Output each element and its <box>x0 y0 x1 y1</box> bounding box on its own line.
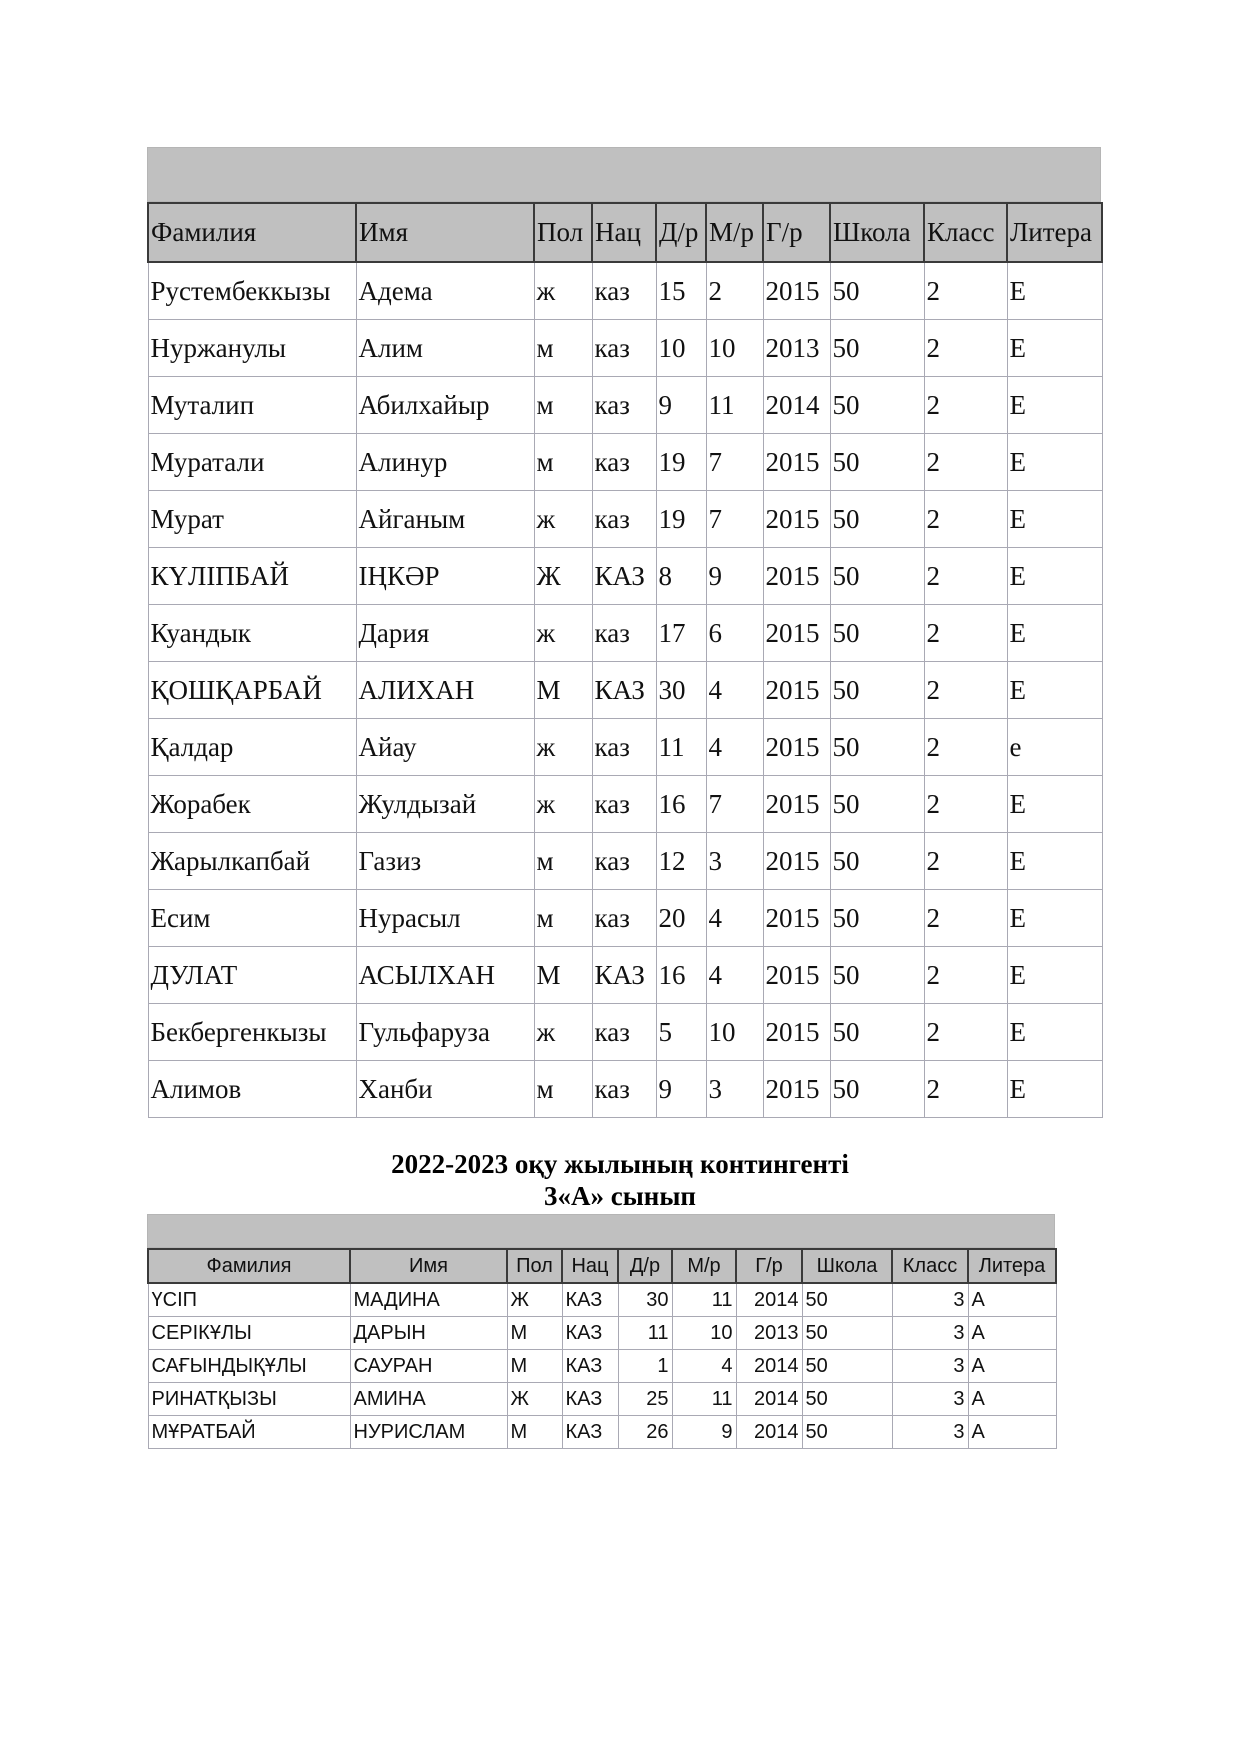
cell-birth-year: 2015 <box>763 605 830 662</box>
cell-school: 50 <box>830 434 924 491</box>
cell-birth-month: 11 <box>706 377 763 434</box>
cell-nationality: каз <box>592 719 656 776</box>
header-birth-day: Д/р <box>618 1249 672 1283</box>
cell-surname: САҒЫНДЫҚҰЛЫ <box>148 1350 350 1383</box>
cell-birth-year: 2015 <box>763 833 830 890</box>
cell-name: МАДИНА <box>350 1283 507 1317</box>
cell-surname: МҰРАТБАЙ <box>148 1416 350 1449</box>
cell-class: 2 <box>924 890 1007 947</box>
cell-class: 2 <box>924 491 1007 548</box>
cell-birth-day: 26 <box>618 1416 672 1449</box>
cell-school: 50 <box>830 1061 924 1118</box>
cell-nationality: КАЗ <box>592 662 656 719</box>
cell-school: 50 <box>830 320 924 377</box>
cell-letter: Е <box>1007 1004 1102 1061</box>
table2-body <box>148 1283 1056 1449</box>
table-row <box>148 548 1102 605</box>
header-school: Школа <box>830 203 924 262</box>
cell-birth-day: 10 <box>656 320 706 377</box>
cell-birth-month: 9 <box>672 1416 736 1449</box>
cell-gender: м <box>534 377 592 434</box>
cell-birth-month: 11 <box>672 1383 736 1416</box>
table-row <box>148 1350 1056 1383</box>
header-birth-year: Г/р <box>736 1249 802 1283</box>
cell-birth-day: 25 <box>618 1383 672 1416</box>
cell-nationality: каз <box>592 320 656 377</box>
table-row <box>148 1283 1056 1317</box>
cell-birth-year: 2015 <box>763 1004 830 1061</box>
cell-gender: ж <box>534 262 592 320</box>
cell-name: Гульфаруза <box>356 1004 534 1061</box>
cell-surname: Рустембеккызы <box>148 262 356 320</box>
cell-letter: А <box>968 1416 1056 1449</box>
cell-birth-month: 7 <box>706 491 763 548</box>
cell-letter: Е <box>1007 491 1102 548</box>
cell-surname: Қалдар <box>148 719 356 776</box>
cell-surname: ҚОШҚАРБАЙ <box>148 662 356 719</box>
cell-class: 2 <box>924 776 1007 833</box>
header-birth-day: Д/р <box>656 203 706 262</box>
cell-surname: ҮСІП <box>148 1283 350 1317</box>
cell-birth-month: 9 <box>706 548 763 605</box>
contingent-table-2e <box>147 202 1103 1118</box>
cell-birth-day: 16 <box>656 776 706 833</box>
cell-school: 50 <box>830 1004 924 1061</box>
cell-birth-day: 9 <box>656 1061 706 1118</box>
header-letter: Литера <box>968 1249 1056 1283</box>
cell-class: 2 <box>924 434 1007 491</box>
cell-nationality: каз <box>592 262 656 320</box>
table-row <box>148 262 1102 320</box>
cell-letter: Е <box>1007 262 1102 320</box>
cell-birth-month: 4 <box>706 662 763 719</box>
cell-birth-month: 7 <box>706 776 763 833</box>
cell-gender: ж <box>534 719 592 776</box>
table-row <box>148 1317 1056 1350</box>
cell-nationality: каз <box>592 491 656 548</box>
cell-letter: А <box>968 1283 1056 1317</box>
cell-gender: М <box>507 1317 562 1350</box>
cell-nationality: каз <box>592 605 656 662</box>
cell-name: Айганым <box>356 491 534 548</box>
cell-surname: РИНАТҚЫЗЫ <box>148 1383 350 1416</box>
cell-birth-year: 2014 <box>736 1350 802 1383</box>
cell-birth-day: 30 <box>656 662 706 719</box>
cell-name: НУРИСЛАМ <box>350 1416 507 1449</box>
cell-gender: м <box>534 1061 592 1118</box>
cell-birth-day: 9 <box>656 377 706 434</box>
cell-class: 3 <box>892 1416 968 1449</box>
cell-class: 2 <box>924 1004 1007 1061</box>
cell-birth-year: 2015 <box>763 1061 830 1118</box>
cell-class: 2 <box>924 605 1007 662</box>
table-header-row <box>148 1249 1056 1283</box>
cell-gender: Ж <box>534 548 592 605</box>
cell-letter: Е <box>1007 833 1102 890</box>
table-row <box>148 1061 1102 1118</box>
cell-gender: м <box>534 890 592 947</box>
cell-letter: Е <box>1007 320 1102 377</box>
cell-letter: Е <box>1007 605 1102 662</box>
cell-surname: Алимов <box>148 1061 356 1118</box>
cell-class: 2 <box>924 719 1007 776</box>
header-name: Имя <box>350 1249 507 1283</box>
header-gender: Пол <box>507 1249 562 1283</box>
cell-birth-month: 6 <box>706 605 763 662</box>
cell-birth-day: 19 <box>656 434 706 491</box>
header-class: Класс <box>892 1249 968 1283</box>
cell-birth-month: 4 <box>672 1350 736 1383</box>
cell-surname: Бекбергенкызы <box>148 1004 356 1061</box>
cell-class: 3 <box>892 1350 968 1383</box>
cell-birth-month: 10 <box>706 320 763 377</box>
cell-surname: Жарылкапбай <box>148 833 356 890</box>
cell-birth-year: 2015 <box>763 491 830 548</box>
cell-surname: Муратали <box>148 434 356 491</box>
cell-name: Алинур <box>356 434 534 491</box>
cell-letter: е <box>1007 719 1102 776</box>
cell-birth-day: 17 <box>656 605 706 662</box>
table-header-row <box>148 203 1102 262</box>
cell-name: Дария <box>356 605 534 662</box>
cell-birth-day: 11 <box>656 719 706 776</box>
cell-nationality: каз <box>592 833 656 890</box>
cell-birth-day: 15 <box>656 262 706 320</box>
cell-nationality: КАЗ <box>592 947 656 1004</box>
cell-school: 50 <box>830 662 924 719</box>
cell-birth-month: 10 <box>706 1004 763 1061</box>
cell-birth-year: 2014 <box>736 1416 802 1449</box>
cell-name: АМИНА <box>350 1383 507 1416</box>
title-line-2: 3«А» сынып <box>543 1181 696 1211</box>
header-class: Класс <box>924 203 1007 262</box>
cell-birth-day: 20 <box>656 890 706 947</box>
cell-surname: КҮЛІПБАЙ <box>148 548 356 605</box>
cell-birth-year: 2014 <box>736 1383 802 1416</box>
cell-birth-year: 2014 <box>736 1283 802 1317</box>
cell-letter: Е <box>1007 890 1102 947</box>
cell-gender: М <box>507 1350 562 1383</box>
cell-name: АЛИХАН <box>356 662 534 719</box>
cell-gender: м <box>534 434 592 491</box>
cell-birth-day: 11 <box>618 1317 672 1350</box>
cell-school: 50 <box>830 262 924 320</box>
cell-nationality: КАЗ <box>562 1317 618 1350</box>
cell-gender: Ж <box>507 1283 562 1317</box>
cell-school: 50 <box>830 491 924 548</box>
cell-birth-month: 4 <box>706 719 763 776</box>
cell-birth-day: 5 <box>656 1004 706 1061</box>
cell-class: 3 <box>892 1283 968 1317</box>
cell-gender: ж <box>534 1004 592 1061</box>
table-row <box>148 434 1102 491</box>
cell-nationality: каз <box>592 890 656 947</box>
cell-class: 3 <box>892 1383 968 1416</box>
cell-surname: Есим <box>148 890 356 947</box>
cell-gender: М <box>507 1416 562 1449</box>
cell-birth-day: 16 <box>656 947 706 1004</box>
table-row <box>148 1004 1102 1061</box>
cell-birth-year: 2013 <box>736 1317 802 1350</box>
header-birth-month: М/р <box>706 203 763 262</box>
header-letter: Литера <box>1007 203 1102 262</box>
cell-nationality: каз <box>592 377 656 434</box>
header-birth-year: Г/р <box>763 203 830 262</box>
cell-letter: А <box>968 1383 1056 1416</box>
cell-name: Ханби <box>356 1061 534 1118</box>
cell-nationality: КАЗ <box>592 548 656 605</box>
table-row <box>148 662 1102 719</box>
cell-surname: ДУЛАТ <box>148 947 356 1004</box>
header-surname: Фамилия <box>148 1249 350 1283</box>
table-row <box>148 776 1102 833</box>
cell-surname: Жорабек <box>148 776 356 833</box>
table2-title-band <box>147 1214 1055 1248</box>
cell-school: 50 <box>802 1283 892 1317</box>
cell-class: 2 <box>924 947 1007 1004</box>
cell-nationality: КАЗ <box>562 1416 618 1449</box>
cell-nationality: каз <box>592 776 656 833</box>
cell-name: Айау <box>356 719 534 776</box>
cell-birth-year: 2015 <box>763 434 830 491</box>
cell-nationality: каз <box>592 1061 656 1118</box>
cell-class: 2 <box>924 662 1007 719</box>
cell-birth-month: 4 <box>706 890 763 947</box>
cell-birth-year: 2014 <box>763 377 830 434</box>
table-row <box>148 1383 1056 1416</box>
cell-birth-year: 2015 <box>763 548 830 605</box>
cell-birth-day: 8 <box>656 548 706 605</box>
table-row <box>148 947 1102 1004</box>
cell-name: Жулдызай <box>356 776 534 833</box>
cell-name: Алим <box>356 320 534 377</box>
cell-nationality: каз <box>592 1004 656 1061</box>
title-line-1: 2022-2023 оқу жылының контингенті <box>391 1149 849 1179</box>
cell-school: 50 <box>830 548 924 605</box>
cell-surname: Куандык <box>148 605 356 662</box>
cell-school: 50 <box>830 890 924 947</box>
cell-surname: СЕРІКҰЛЫ <box>148 1317 350 1350</box>
header-school: Школа <box>802 1249 892 1283</box>
cell-name: САУРАН <box>350 1350 507 1383</box>
cell-name: ІҢКӘР <box>356 548 534 605</box>
cell-birth-day: 19 <box>656 491 706 548</box>
cell-birth-year: 2015 <box>763 719 830 776</box>
table-row <box>148 377 1102 434</box>
cell-nationality: КАЗ <box>562 1383 618 1416</box>
table-row <box>148 320 1102 377</box>
cell-surname: Муталип <box>148 377 356 434</box>
header-surname: Фамилия <box>148 203 356 262</box>
header-nationality: Нац <box>592 203 656 262</box>
cell-name: Газиз <box>356 833 534 890</box>
cell-school: 50 <box>830 776 924 833</box>
cell-gender: ж <box>534 776 592 833</box>
cell-birth-day: 30 <box>618 1283 672 1317</box>
cell-school: 50 <box>802 1350 892 1383</box>
table-row <box>148 491 1102 548</box>
cell-name: АСЫЛХАН <box>356 947 534 1004</box>
contingent-table-3a <box>147 1248 1057 1449</box>
cell-nationality: КАЗ <box>562 1283 618 1317</box>
cell-surname: Нуржанулы <box>148 320 356 377</box>
cell-school: 50 <box>830 947 924 1004</box>
cell-birth-year: 2013 <box>763 320 830 377</box>
cell-school: 50 <box>802 1383 892 1416</box>
cell-nationality: КАЗ <box>562 1350 618 1383</box>
cell-school: 50 <box>830 833 924 890</box>
cell-name: Абилхайыр <box>356 377 534 434</box>
header-nationality: Нац <box>562 1249 618 1283</box>
cell-school: 50 <box>830 719 924 776</box>
cell-class: 2 <box>924 548 1007 605</box>
cell-school: 50 <box>830 377 924 434</box>
table-row <box>148 605 1102 662</box>
cell-letter: Е <box>1007 662 1102 719</box>
table1-title-band <box>147 147 1101 202</box>
cell-class: 2 <box>924 1061 1007 1118</box>
cell-gender: м <box>534 833 592 890</box>
cell-birth-year: 2015 <box>763 890 830 947</box>
cell-gender: М <box>534 662 592 719</box>
cell-letter: А <box>968 1350 1056 1383</box>
header-name: Имя <box>356 203 534 262</box>
cell-birth-year: 2015 <box>763 776 830 833</box>
cell-gender: М <box>534 947 592 1004</box>
cell-letter: А <box>968 1317 1056 1350</box>
table1-body <box>148 262 1102 1118</box>
cell-birth-day: 12 <box>656 833 706 890</box>
table-row <box>148 833 1102 890</box>
cell-class: 2 <box>924 320 1007 377</box>
cell-birth-month: 7 <box>706 434 763 491</box>
cell-name: Нурасыл <box>356 890 534 947</box>
cell-gender: Ж <box>507 1383 562 1416</box>
cell-letter: Е <box>1007 434 1102 491</box>
cell-letter: Е <box>1007 947 1102 1004</box>
cell-birth-day: 1 <box>618 1350 672 1383</box>
cell-surname: Мурат <box>148 491 356 548</box>
cell-letter: Е <box>1007 377 1102 434</box>
cell-gender: ж <box>534 491 592 548</box>
cell-letter: Е <box>1007 776 1102 833</box>
cell-gender: м <box>534 320 592 377</box>
cell-school: 50 <box>802 1416 892 1449</box>
cell-letter: Е <box>1007 548 1102 605</box>
cell-class: 2 <box>924 377 1007 434</box>
cell-birth-month: 4 <box>706 947 763 1004</box>
cell-birth-year: 2015 <box>763 262 830 320</box>
cell-birth-month: 3 <box>706 833 763 890</box>
section-title <box>0 1148 1240 1212</box>
cell-school: 50 <box>802 1317 892 1350</box>
cell-birth-year: 2015 <box>763 662 830 719</box>
cell-school: 50 <box>830 605 924 662</box>
table-row <box>148 719 1102 776</box>
cell-birth-year: 2015 <box>763 947 830 1004</box>
cell-birth-month: 10 <box>672 1317 736 1350</box>
cell-name: ДАРЫН <box>350 1317 507 1350</box>
cell-class: 2 <box>924 262 1007 320</box>
cell-birth-month: 11 <box>672 1283 736 1317</box>
cell-nationality: каз <box>592 434 656 491</box>
cell-birth-month: 3 <box>706 1061 763 1118</box>
table-row <box>148 890 1102 947</box>
header-gender: Пол <box>534 203 592 262</box>
cell-class: 3 <box>892 1317 968 1350</box>
cell-gender: ж <box>534 605 592 662</box>
cell-class: 2 <box>924 833 1007 890</box>
header-birth-month: М/р <box>672 1249 736 1283</box>
cell-letter: Е <box>1007 1061 1102 1118</box>
table-row <box>148 1416 1056 1449</box>
cell-name: Адема <box>356 262 534 320</box>
cell-birth-month: 2 <box>706 262 763 320</box>
